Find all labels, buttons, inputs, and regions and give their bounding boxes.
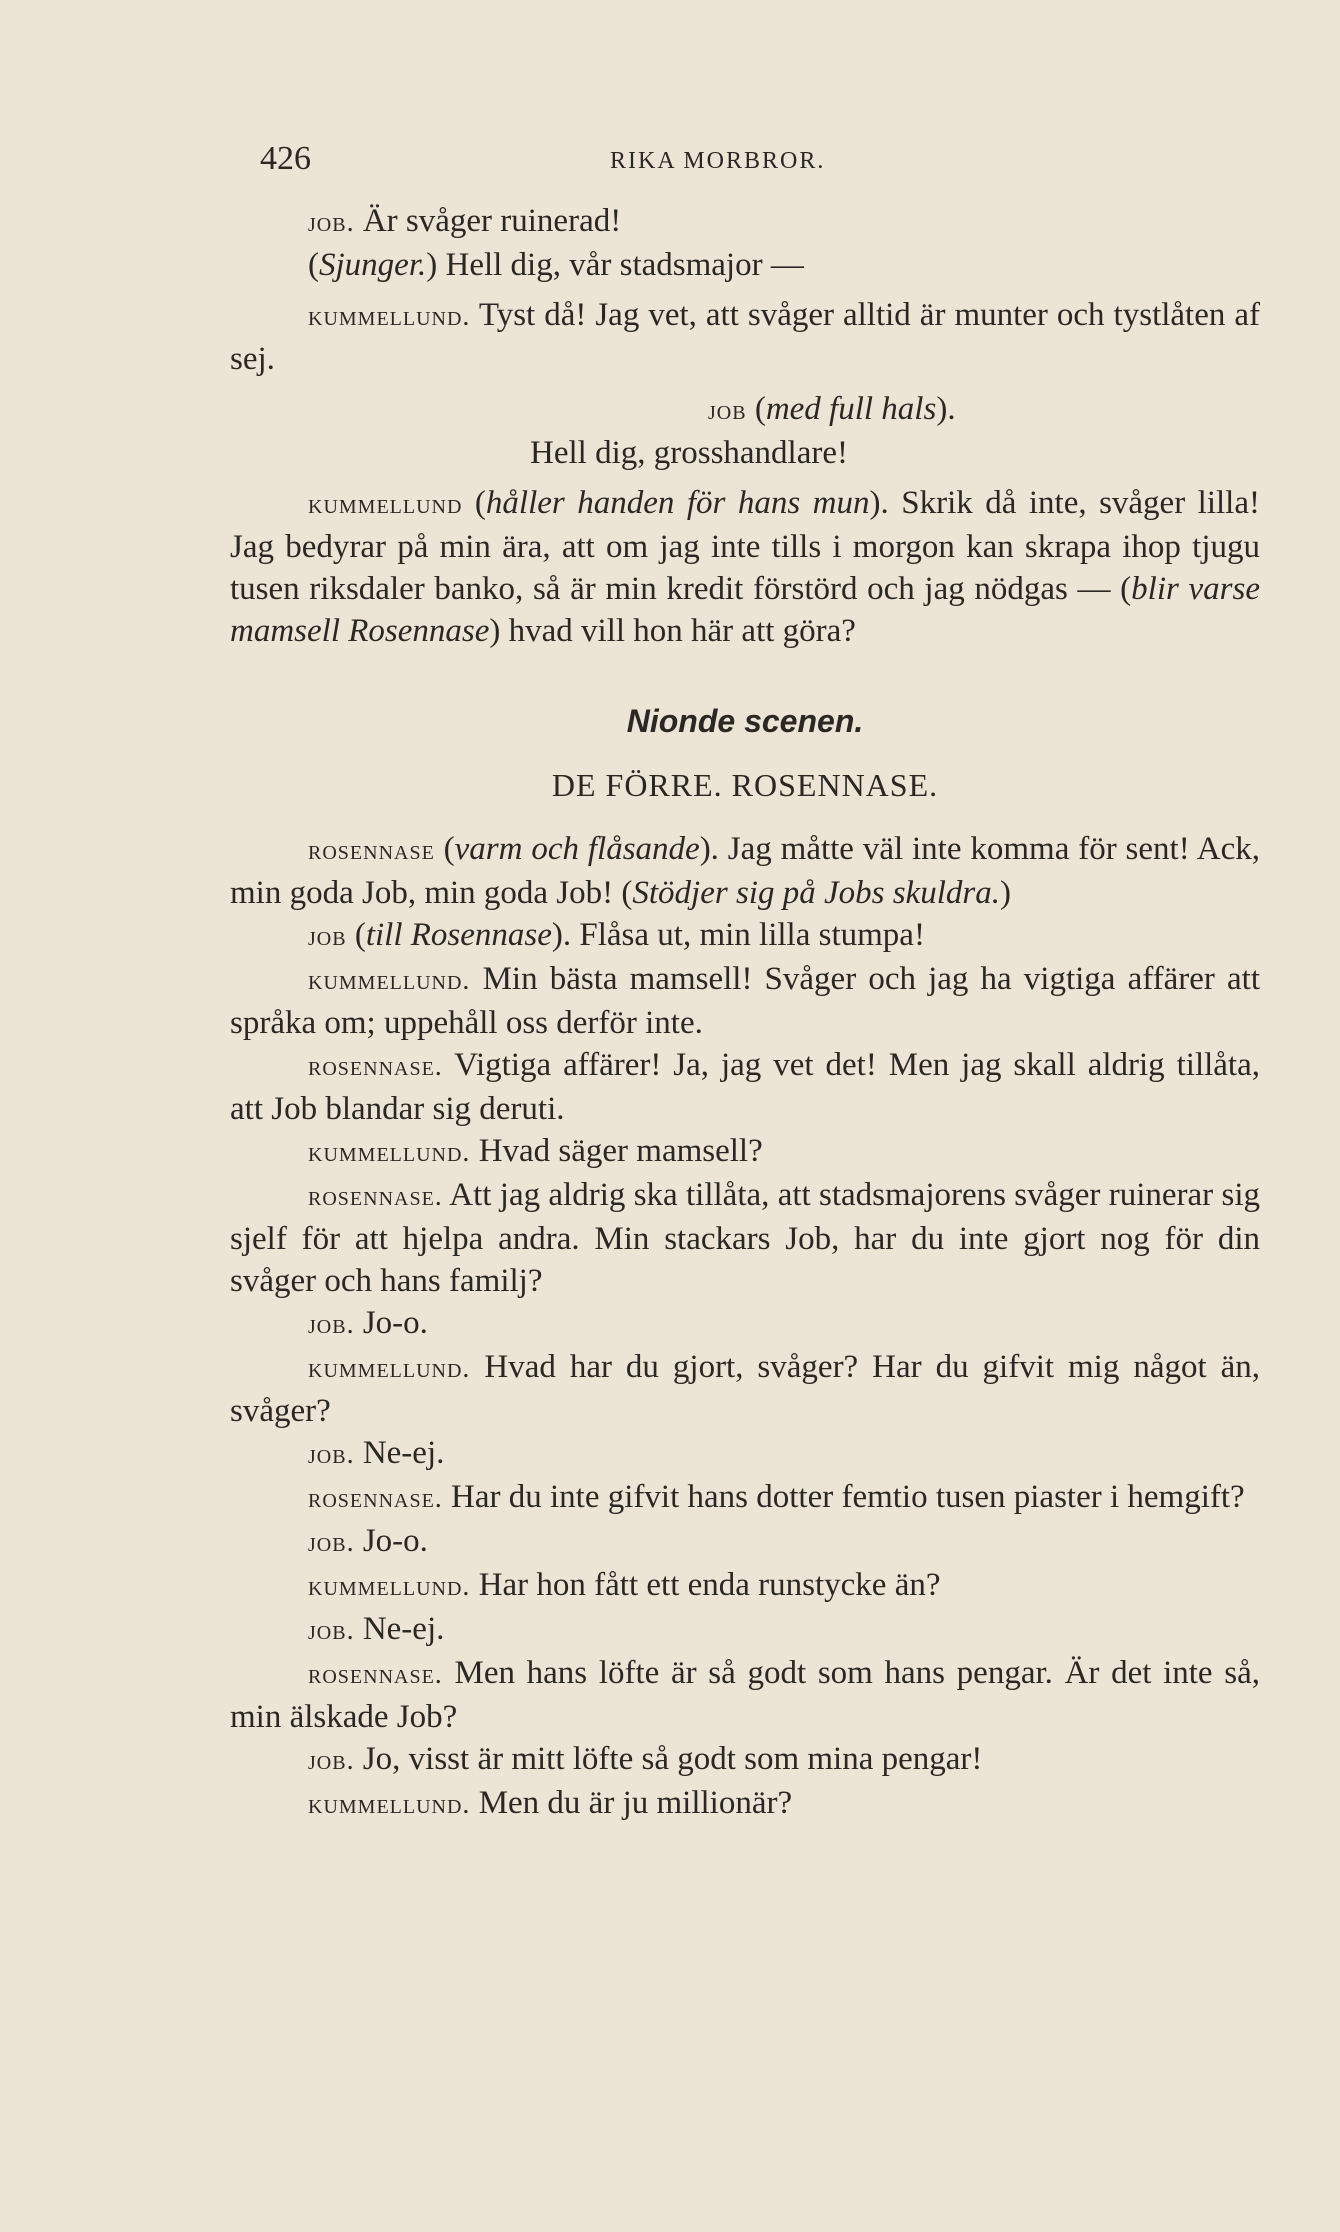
line-text: ( (462, 485, 486, 521)
speaker: job (708, 395, 747, 426)
speaker: kummellund. (308, 301, 471, 332)
running-title: RIKA MORBROR. (610, 148, 826, 174)
dialogue-line (230, 482, 1260, 652)
dialogue-line (230, 958, 1260, 1044)
stage-direction: Stödjer sig på Jobs skuldra. (632, 875, 1000, 911)
stage-direction: Sjunger. (319, 247, 427, 283)
speaker: kummellund. (308, 1789, 471, 1820)
line-text: ( (308, 247, 319, 283)
speaker: job (308, 921, 347, 952)
dialogue-line (230, 1738, 1260, 1782)
dialogue-line (230, 200, 1260, 244)
dialogue-line (230, 1782, 1260, 1826)
dialogue-line (230, 914, 1260, 958)
line-text: ). Skrik då inte, svåger lilla! Jag bedyrar på min ära, att om jag inte tills i morgon kan skrapa ihop tjugu tusen riksdaler banko, så är min kredit förstörd och jag nödgas — ( (230, 485, 1260, 607)
speaker: job. (308, 1615, 355, 1646)
dialogue-line (230, 1302, 1260, 1346)
speaker: kummellund (308, 489, 463, 520)
dialogue-line (230, 1432, 1260, 1476)
line-text: Min bästa mamsell! Svåger och jag ha vigtiga affärer att språka om; uppehåll oss derför inte. (230, 961, 1260, 1041)
line-text: ). Jag måtte väl inte komma för sent! Ack, min goda Job, min goda Job! ( (230, 831, 1260, 911)
dialogue-line (230, 294, 1260, 380)
dialogue-line (230, 1608, 1260, 1652)
line-text: Har du inte gifvit hans dotter femtio tusen piaster i hemgift? (442, 1479, 1245, 1515)
line-text: ) hvad vill hon här att göra? (489, 613, 856, 649)
speaker: kummellund. (308, 1353, 471, 1384)
speaker: rosennase. (308, 1181, 443, 1212)
speaker: job. (308, 1309, 355, 1340)
speaker: kummellund. (308, 1571, 471, 1602)
line-text: ) (999, 875, 1011, 911)
line-text: Men hans löfte är så godt som hans pengar. Är det inte så, min älskade Job? (230, 1655, 1260, 1735)
play-text (230, 200, 1260, 1826)
line-text: Men du är ju millionär? (470, 1785, 793, 1821)
dialogue-line (230, 1174, 1260, 1302)
dialogue-line (230, 1044, 1260, 1130)
speaker: kummellund. (308, 965, 471, 996)
stage-direction: blir varse mamsell Rosennase (230, 571, 1260, 649)
line-text: ( (746, 391, 766, 427)
speaker: job. (308, 207, 355, 238)
stage-line (230, 244, 1260, 286)
line-text: Jo-o. (354, 1305, 428, 1341)
speaker: rosennase. (308, 1659, 443, 1690)
line-text: Har hon fått ett enda runstycke än? (470, 1567, 941, 1603)
stage-direction: varm och flåsande (454, 831, 700, 867)
speaker: rosennase. (308, 1051, 443, 1082)
dialogue-line (230, 1520, 1260, 1564)
speaker: job. (308, 1527, 355, 1558)
line-text: Hvad säger mamsell? (470, 1133, 763, 1169)
dialogue-line (230, 1130, 1260, 1174)
speaker: rosennase. (308, 1483, 443, 1514)
dialogue-line (230, 1564, 1260, 1608)
dialogue-line (230, 388, 1260, 432)
dialogue-line (230, 1476, 1260, 1520)
stage-direction: till Rosennase (365, 917, 552, 953)
line-text: ( (434, 831, 455, 867)
dialogue-line (230, 828, 1260, 914)
cast-list: DE FÖRRE. ROSENNASE. (551, 767, 939, 803)
line-text: Är svåger ruinerad! (354, 203, 622, 239)
dialogue-line (230, 1346, 1260, 1432)
page-header (260, 140, 1190, 180)
speaker: rosennase (308, 835, 435, 866)
line-text: Ne-ej. (354, 1611, 445, 1647)
stage-direction: håller handen för hans mun (485, 485, 870, 521)
speaker: job. (308, 1745, 355, 1776)
line-text: Tyst då! Jag vet, att svåger alltid är munter och tystlåten af sej. (230, 297, 1260, 377)
line-text: Hvad har du gjort, svåger? Har du gifvit mig något än, svåger? (230, 1349, 1260, 1429)
line-text: ( (346, 917, 366, 953)
dialogue-line (230, 1652, 1260, 1738)
song-line: Hell dig, grosshandlare! (530, 435, 848, 471)
line-text: ). (936, 391, 956, 427)
line-text: ) Hell dig, vår stadsmajor — (426, 247, 804, 283)
line-text: Jo-o. (354, 1523, 428, 1559)
line-text: Att jag aldrig ska tillåta, att stadsmajorens svåger ruinerar sig sjelf för att hjelpa andra. Min stackars Job, har du inte gjort nog för din svåger och hans familj? (230, 1177, 1260, 1299)
line-text: Jo, visst är mitt löfte så godt som mina pengar! (354, 1741, 983, 1777)
speaker: kummellund. (308, 1137, 471, 1168)
line-text: Ne-ej. (354, 1435, 445, 1471)
line-text: ). Flåsa ut, min lilla stumpa! (551, 917, 925, 953)
speaker: job. (308, 1439, 355, 1470)
line-text: Vigtiga affärer! Ja, jag vet det! Men jag skall aldrig tillåta, att Job blandar sig deruti. (230, 1047, 1260, 1127)
stage-direction: med full hals (765, 391, 937, 427)
page-number: 426 (260, 140, 311, 177)
scene-title: Nionde scenen. (626, 703, 864, 739)
